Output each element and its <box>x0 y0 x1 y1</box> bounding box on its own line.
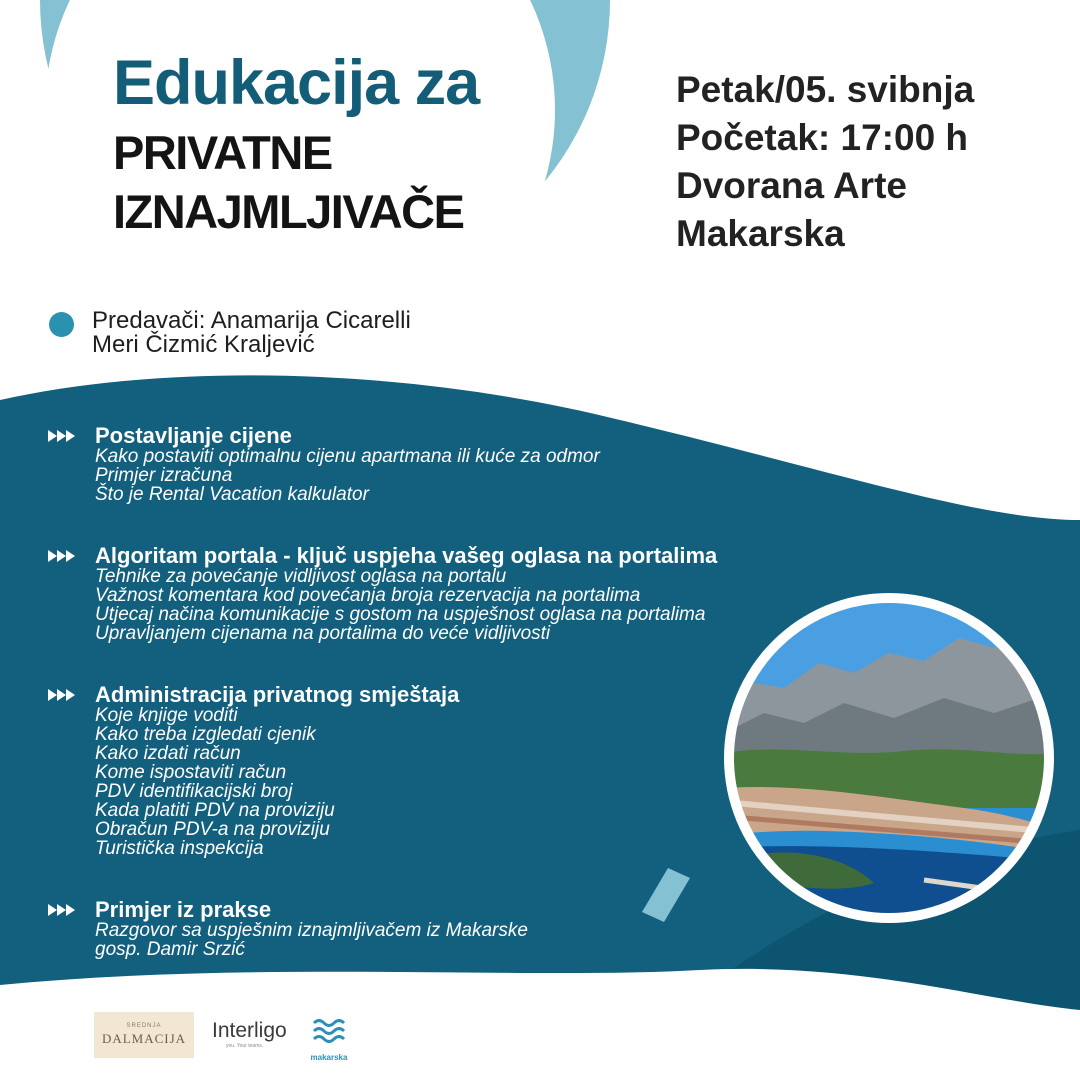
triple-arrow-icon <box>48 549 78 563</box>
makarska-logo <box>308 1017 350 1061</box>
list-item: Primjer izračuna <box>95 465 233 486</box>
list-item: Obračun PDV-a na proviziju <box>95 819 330 840</box>
list-item: Kako treba izgledati cjenik <box>95 724 316 745</box>
event-start-time: Početak: 17:00 h <box>676 117 969 158</box>
section-heading: Algoritam portala - ključ uspjeha vašeg oglasa na portalima <box>95 543 718 568</box>
triple-arrow-icon <box>48 429 78 443</box>
triple-arrow-icon <box>48 903 78 917</box>
list-item: Upravljanjem cijenama na portalima do veće vidljivosti <box>95 623 551 644</box>
list-item: Koje knjige voditi <box>95 705 238 726</box>
list-item: Turistička inspekcija <box>95 838 264 859</box>
speakers-line-1: Predavači: Anamarija Cicarelli <box>92 307 411 334</box>
dalmacija-logo-text: DALMACIJA <box>101 1031 187 1046</box>
section-heading: Postavljanje cijene <box>95 423 292 448</box>
list-item: Kome ispostaviti račun <box>95 762 287 783</box>
event-venue: Dvorana Arte <box>676 165 907 206</box>
event-city: Makarska <box>676 213 845 254</box>
section-items <box>95 921 528 959</box>
triple-arrow-icon <box>48 688 78 702</box>
title-edukacija: Edukacija za <box>113 48 480 118</box>
list-item: Što je Rental Vacation kalkulator <box>95 484 369 505</box>
waves-icon <box>312 1017 346 1047</box>
list-item: Kako izdati račun <box>95 743 241 764</box>
event-date: Petak/05. svibnja <box>676 69 975 110</box>
section-items <box>95 706 335 858</box>
interligo-logo <box>212 1019 292 1055</box>
list-item: Tehnike za povećanje vidljivost oglasa na portalu <box>95 566 507 587</box>
event-info <box>676 66 974 258</box>
speakers-line-2: Meri Čizmić Kraljević <box>92 331 315 358</box>
interligo-logo-tagline: you. Your teams. <box>226 1043 264 1049</box>
title-privatne: PRIVATNE <box>113 126 332 179</box>
speakers <box>92 309 411 357</box>
list-item: gosp. Damir Srzić <box>95 939 245 960</box>
srednja-dalmacija-logo <box>94 1012 194 1058</box>
section-heading: Administracija privatnog smještaja <box>95 682 460 707</box>
section-items <box>95 567 705 643</box>
interligo-logo-text: Interligo <box>212 1019 287 1042</box>
list-item: Kada platiti PDV na proviziju <box>95 800 335 821</box>
makarska-logo-text: makarska <box>310 1053 348 1062</box>
list-item: Kako postaviti optimalnu cijenu apartmana ili kuće za odmor <box>95 446 600 467</box>
speaker-dot-icon <box>49 312 74 337</box>
list-item: Utjecaj načina komunikacije s gostom na uspješnost oglasa na portalima <box>95 604 706 625</box>
section-heading: Primjer iz prakse <box>95 897 272 922</box>
title-iznajmljivace: IZNAJMLJIVAČE <box>113 185 464 238</box>
list-item: PDV identifikacijski broj <box>95 781 293 802</box>
list-item: Važnost komentara kod povećanja broja rezervacija na portalima <box>95 585 641 606</box>
makarska-photo <box>724 593 1054 923</box>
dalmacija-logo-small-text: SREDNJA <box>126 1023 162 1029</box>
list-item: Razgovor sa uspješnim iznajmljivačem iz Makarske <box>95 920 528 941</box>
section-items <box>95 447 600 504</box>
